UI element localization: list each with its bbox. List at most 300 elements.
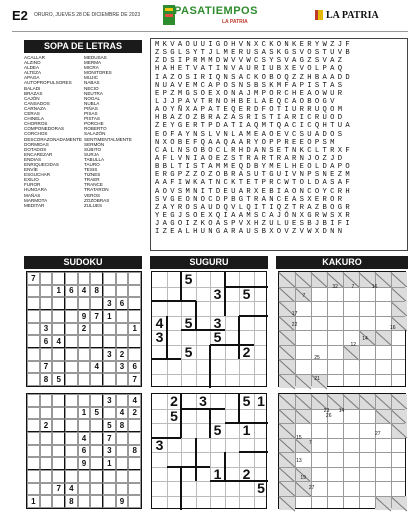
- region-wall: [238, 316, 240, 360]
- suguru-number[interactable]: 5: [184, 314, 193, 331]
- clue-number: 16: [371, 283, 378, 290]
- grid-line: [254, 272, 255, 386]
- word-item: SERMÓN: [84, 141, 105, 147]
- sudoku-cell[interactable]: 4: [90, 361, 103, 374]
- sudoku-cell[interactable]: [52, 445, 65, 458]
- clue-number: 12: [350, 341, 357, 348]
- clue-number: 26: [325, 413, 332, 420]
- sudoku-cell[interactable]: 1: [103, 457, 116, 470]
- sudoku-cell[interactable]: [90, 323, 103, 336]
- clue-number: 25: [314, 355, 320, 362]
- sudoku-cell[interactable]: 3: [116, 361, 129, 374]
- sudoku-cell[interactable]: [78, 419, 91, 432]
- word-item: BALADI: [24, 85, 41, 91]
- sudoku-cell[interactable]: [27, 348, 40, 361]
- page-date: ORURO, JUEVES 28 DE DICIEMBRE DE 2023: [34, 12, 141, 18]
- word-item: FUROR: [24, 182, 41, 188]
- region-wall: [167, 466, 211, 468]
- sudoku-cell[interactable]: 3: [103, 394, 116, 407]
- sudoku-cell[interactable]: [65, 407, 78, 420]
- grid-line: [359, 272, 360, 386]
- word-item: NEUTRA: [84, 90, 103, 96]
- sudoku-cell[interactable]: [128, 483, 141, 496]
- sudoku-cell[interactable]: [90, 348, 103, 361]
- word-item: BRAZAS: [24, 90, 43, 96]
- sudoku-grid-1[interactable]: [26, 271, 142, 387]
- sudoku-cell[interactable]: [27, 373, 40, 386]
- word-item: MAÑAS: [24, 192, 41, 198]
- sudoku-cell[interactable]: [116, 470, 129, 483]
- suguru-number[interactable]: 3: [213, 285, 222, 302]
- region-wall: [238, 394, 240, 423]
- word-item: ALTEZA: [24, 70, 42, 76]
- clue-number: 21: [314, 376, 320, 383]
- word-item: CORCHOS: [24, 131, 48, 137]
- sudoku-cell[interactable]: [52, 310, 65, 323]
- sudoku-cell[interactable]: [27, 285, 40, 298]
- sudoku-cell[interactable]: [116, 310, 129, 323]
- sudoku-cell[interactable]: [103, 407, 116, 420]
- sudoku-cell[interactable]: 4: [78, 432, 91, 445]
- sudoku-cell[interactable]: [90, 432, 103, 445]
- sudoku-cell[interactable]: [65, 323, 78, 336]
- sudoku-cell[interactable]: [65, 297, 78, 310]
- grid-line: [279, 467, 405, 468]
- sudoku-cell[interactable]: 5: [52, 373, 65, 386]
- region-wall: [224, 452, 226, 481]
- grid-line: [279, 452, 405, 453]
- suguru-number[interactable]: 1: [213, 465, 222, 482]
- region-wall: [180, 394, 182, 438]
- sudoku-cell[interactable]: [40, 483, 53, 496]
- sudoku-cell[interactable]: [116, 373, 129, 386]
- sudoku-cell[interactable]: [78, 394, 91, 407]
- sudoku-cell[interactable]: [27, 310, 40, 323]
- suguru-number[interactable]: 5: [242, 393, 251, 409]
- suguru-grid-1[interactable]: [151, 271, 267, 387]
- sudoku-cell[interactable]: [128, 348, 141, 361]
- sudoku-cell[interactable]: [65, 432, 78, 445]
- word-item: DOTADOS: [24, 146, 47, 152]
- word-item: NUBLA: [84, 100, 100, 106]
- sudoku-cell[interactable]: [78, 361, 91, 374]
- sudoku-cell[interactable]: [65, 419, 78, 432]
- word-list: [24, 55, 144, 208]
- grid-line: [343, 272, 344, 386]
- sudoku-cell[interactable]: [27, 297, 40, 310]
- sudoku-cell[interactable]: 2: [40, 419, 53, 432]
- sudoku-cell[interactable]: [65, 310, 78, 323]
- suguru-number[interactable]: 2: [170, 393, 178, 409]
- sudoku-cell[interactable]: [52, 323, 65, 336]
- word-item: APAGA: [24, 75, 40, 81]
- suguru-number[interactable]: 3: [155, 436, 164, 453]
- grid-line: [279, 316, 405, 317]
- sudoku-cell[interactable]: [52, 457, 65, 470]
- word-item: CHORROS: [24, 121, 48, 127]
- sudoku-cell[interactable]: [90, 272, 103, 285]
- letter-row: ZAYROSAUDQVLQITIQZTRAZBOGR: [155, 203, 353, 212]
- sudoku-cell[interactable]: 6: [128, 361, 141, 374]
- sudoku-cell[interactable]: [27, 457, 40, 470]
- letter-row: ZSGLSYTJLMERUSASKGSVOSTUVB: [155, 49, 353, 58]
- sudoku-cell[interactable]: [90, 470, 103, 483]
- word-item: ACALLAR: [24, 55, 45, 60]
- word-item: PISAS: [84, 111, 98, 117]
- logo-subtitle: LA PATRIA: [222, 19, 248, 25]
- sudoku-cell[interactable]: [52, 419, 65, 432]
- sudoku-cell[interactable]: [116, 457, 129, 470]
- sudoku-cell[interactable]: [90, 445, 103, 458]
- word-item: AUTOPROPULSORES: [24, 80, 72, 86]
- word-item: ROBERTO: [84, 126, 107, 132]
- suguru-number[interactable]: 5: [213, 329, 222, 345]
- region-wall: [195, 301, 197, 330]
- sudoku-cell[interactable]: [90, 297, 103, 310]
- sudoku-cell[interactable]: [65, 373, 78, 386]
- sudoku-cell[interactable]: [65, 394, 78, 407]
- letter-row: MKVAOUUIGOHVNXCKONKERYWZJF: [155, 41, 353, 49]
- clue-number: 32: [332, 283, 338, 290]
- sudoku-cell[interactable]: 3: [103, 348, 116, 361]
- letter-row: AAFIWKATNCKTETPRCWTOLDASAF: [155, 179, 353, 188]
- sudoku-cell[interactable]: 2: [116, 348, 129, 361]
- sudoku-cell[interactable]: [103, 495, 116, 508]
- sudoku-cell[interactable]: [128, 297, 141, 310]
- letter-row: AFLVNIAOEZSTRARTRARNJOZJD: [155, 154, 346, 163]
- sudoku-cell[interactable]: [52, 348, 65, 361]
- word-item: PISTAS: [84, 116, 100, 122]
- sudoku-cell[interactable]: 9: [78, 457, 91, 470]
- sudoku-cell[interactable]: [40, 457, 53, 470]
- sudoku-cell[interactable]: [40, 407, 53, 420]
- sudoku-cell[interactable]: [116, 335, 129, 348]
- sudoku-cell[interactable]: [90, 457, 103, 470]
- sudoku-cell[interactable]: [27, 419, 40, 432]
- sudoku-cell[interactable]: [116, 285, 129, 298]
- sudoku-cell[interactable]: [78, 272, 91, 285]
- sudoku-cell[interactable]: [128, 285, 141, 298]
- sudoku-cell[interactable]: [78, 348, 91, 361]
- sudoku-cell[interactable]: [40, 495, 53, 508]
- sudoku-cell[interactable]: 9: [116, 495, 129, 508]
- sudoku-cell[interactable]: [103, 483, 116, 496]
- sudoku-cell[interactable]: [40, 285, 53, 298]
- suguru-number[interactable]: 3: [155, 329, 164, 345]
- sudoku-cell[interactable]: [128, 470, 141, 483]
- sudoku-cell[interactable]: 7: [103, 432, 116, 445]
- suguru-number[interactable]: 5: [184, 343, 193, 360]
- letter-row: JAGOIZKOASPVXHZULUESBJBIFI: [155, 220, 353, 229]
- sudoku-cell[interactable]: [128, 432, 141, 445]
- sudoku-cell[interactable]: [65, 348, 78, 361]
- sudoku-cell[interactable]: 9: [78, 310, 91, 323]
- page-number: E2: [12, 8, 28, 23]
- word-item: DESCORAZONADAMENTE: [24, 136, 82, 142]
- sudoku-cell[interactable]: [65, 470, 78, 483]
- letter-row: IZEALHUNGARAUSBXOVZVWXDNN: [155, 228, 346, 237]
- sudoku-cell[interactable]: [90, 335, 103, 348]
- sudoku-cell[interactable]: [27, 483, 40, 496]
- sudoku-cell[interactable]: [40, 348, 53, 361]
- clue-number: 15: [296, 434, 302, 441]
- sudoku-cell[interactable]: [27, 323, 40, 336]
- sudoku-cell[interactable]: [40, 432, 53, 445]
- word-item: MICRA: [84, 65, 99, 71]
- sudoku-cell[interactable]: [27, 445, 40, 458]
- sudoku-cell[interactable]: [65, 445, 78, 458]
- sudoku-cell[interactable]: 4: [52, 335, 65, 348]
- suguru-number[interactable]: 3: [199, 393, 207, 409]
- letter-row: NXOBEFQAAQAARYOPPREEOPSM: [155, 138, 338, 147]
- sudoku-cell[interactable]: [90, 495, 103, 508]
- sudoku-cell[interactable]: 5: [103, 419, 116, 432]
- grid-line: [375, 394, 376, 508]
- kakuro-grid-1[interactable]: [278, 271, 406, 387]
- sudoku-cell[interactable]: 3: [103, 297, 116, 310]
- word-item: SÚBITO: [84, 146, 102, 152]
- suguru-number[interactable]: 1: [242, 422, 251, 438]
- region-wall: [180, 467, 182, 511]
- suguru-number[interactable]: 3: [213, 314, 222, 331]
- word-item: ENVÍE: [24, 167, 38, 173]
- sudoku-cell[interactable]: 2: [128, 407, 141, 420]
- sudoku-cell[interactable]: [116, 483, 129, 496]
- suguru-number[interactable]: 5: [242, 285, 251, 302]
- sudoku-cell[interactable]: [90, 373, 103, 386]
- grid-line: [327, 272, 328, 386]
- suguru-number[interactable]: 5: [213, 422, 222, 438]
- sudoku-cell[interactable]: [103, 470, 116, 483]
- sudoku-cell[interactable]: [27, 407, 40, 420]
- word-item: MERMA: [84, 60, 102, 66]
- sudoku-cell[interactable]: [128, 310, 141, 323]
- word-item: PIÑAS: [84, 105, 98, 111]
- sudoku-cell[interactable]: [27, 470, 40, 483]
- sudoku-cell[interactable]: [128, 272, 141, 285]
- grid-line: [279, 345, 405, 346]
- sudoku-cell[interactable]: 7: [90, 310, 103, 323]
- sudoku-cell[interactable]: [103, 373, 116, 386]
- sudoku-cell[interactable]: [52, 361, 65, 374]
- sudoku-cell[interactable]: [116, 272, 129, 285]
- sudoku-cell[interactable]: [128, 495, 141, 508]
- region-wall: [152, 300, 196, 302]
- clue-number: 14: [338, 407, 345, 414]
- word-item: HUNGARA: [24, 187, 47, 193]
- sudoku-cell[interactable]: [78, 470, 91, 483]
- region-wall: [239, 315, 268, 317]
- region-wall: [152, 358, 181, 360]
- sudoku-cell[interactable]: [103, 272, 116, 285]
- word-item: ALZINO: [24, 60, 41, 66]
- sudoku-cell[interactable]: [78, 335, 91, 348]
- clue-number: 7: [308, 440, 312, 447]
- sudoku-cell[interactable]: [103, 361, 116, 374]
- region-wall: [209, 409, 211, 438]
- word-item: CAJÓN: [24, 95, 40, 101]
- letter-row: SVGEONOCDPBGTRANCEASXEROR: [155, 195, 346, 204]
- sudoku-cell[interactable]: 7: [40, 361, 53, 374]
- grid-line: [359, 394, 360, 508]
- clue-number: 7: [351, 283, 355, 290]
- word-item: NOGAL: [84, 95, 101, 101]
- letter-row: AOYÑXAPATEQERDFOTIURRUQOM: [155, 106, 346, 115]
- sudoku-cell[interactable]: [27, 394, 40, 407]
- sudoku-cell[interactable]: 5: [90, 407, 103, 420]
- sudoku-cell[interactable]: [116, 394, 129, 407]
- word-item: MONITORES: [84, 70, 112, 76]
- grid-line: [311, 272, 312, 386]
- letter-row: ZDSIPRMMDWVVWCSYSVAGZSVAZ: [155, 57, 346, 66]
- sudoku-cell[interactable]: 7: [27, 272, 40, 285]
- word-item: EXILIO: [24, 177, 39, 183]
- sudoku-cell[interactable]: 3: [103, 445, 116, 458]
- sudoku-cell[interactable]: [52, 407, 65, 420]
- sudoku-cell[interactable]: [40, 445, 53, 458]
- sudoku-cell[interactable]: 8: [40, 373, 53, 386]
- sudoku-cell[interactable]: [78, 373, 91, 386]
- sudoku-cell[interactable]: 8: [90, 285, 103, 298]
- sudoku-cell[interactable]: 6: [40, 335, 53, 348]
- word-item: CANSADOS: [24, 100, 50, 106]
- suguru-number[interactable]: 5: [170, 407, 178, 424]
- suguru-number[interactable]: 5: [257, 480, 265, 496]
- word-item: MUJIC: [84, 75, 99, 81]
- sudoku-cell[interactable]: [128, 457, 141, 470]
- sudoku-cell[interactable]: 1: [128, 323, 141, 336]
- sudoku-cell[interactable]: 4: [116, 407, 129, 420]
- suguru-number[interactable]: 2: [242, 343, 251, 360]
- sudoku-cell[interactable]: [128, 335, 141, 348]
- region-wall: [195, 438, 197, 482]
- suguru-number[interactable]: 1: [257, 393, 265, 409]
- sudoku-cell[interactable]: [65, 272, 78, 285]
- sudoku-cell[interactable]: [52, 297, 65, 310]
- sudoku-cell[interactable]: 4: [65, 483, 78, 496]
- sudoku-cell[interactable]: [103, 335, 116, 348]
- sudoku-cell[interactable]: 1: [52, 285, 65, 298]
- sudoku-cell[interactable]: [78, 495, 91, 508]
- grid-line: [279, 481, 405, 482]
- suguru-number[interactable]: 5: [184, 271, 193, 287]
- letter-grid: [150, 38, 408, 251]
- sudoku-cell[interactable]: 6: [65, 285, 78, 298]
- word-item: VEROS: [84, 192, 101, 198]
- letter-row: ZEYGERTPDATIAQMTQACICQHTUA: [155, 122, 353, 131]
- suguru-grid-2[interactable]: [151, 393, 267, 509]
- sudoku-cell[interactable]: 1: [78, 407, 91, 420]
- kakuro-grid-2[interactable]: [278, 393, 406, 509]
- sudoku-cell[interactable]: 8: [65, 495, 78, 508]
- sudoku-cell[interactable]: [27, 361, 40, 374]
- word-item: SALAZÓN: [84, 131, 106, 137]
- sudoku-cell[interactable]: 7: [52, 483, 65, 496]
- letter-row: HAHETVATINVAURIUBXEVOLPAQ: [155, 65, 346, 74]
- sudoku-cell[interactable]: 1: [103, 310, 116, 323]
- sudoku-cell[interactable]: [52, 394, 65, 407]
- word-item: ENCAREZAR: [24, 151, 53, 157]
- sudoku-cell[interactable]: [78, 297, 91, 310]
- sudoku-cell[interactable]: [90, 394, 103, 407]
- sudoku-cell[interactable]: [40, 394, 53, 407]
- kakuro-title: KAKURO: [276, 256, 408, 269]
- sudoku-cell[interactable]: [78, 483, 91, 496]
- sudoku-cell[interactable]: [65, 457, 78, 470]
- sudoku-cell[interactable]: [90, 419, 103, 432]
- sudoku-cell[interactable]: [90, 483, 103, 496]
- sudoku-cell[interactable]: [103, 323, 116, 336]
- sudoku-cell[interactable]: 3: [40, 323, 53, 336]
- grid-line: [279, 301, 405, 302]
- suguru-number[interactable]: 2: [242, 465, 251, 482]
- sudoku-cell[interactable]: [65, 335, 78, 348]
- sudoku-cell[interactable]: [52, 272, 65, 285]
- sudoku-cell[interactable]: [27, 432, 40, 445]
- sudoku-cell[interactable]: 7: [128, 373, 141, 386]
- sudoku-cell[interactable]: [40, 310, 53, 323]
- grid-line: [279, 496, 405, 497]
- word-item: DORMIDAS: [24, 141, 49, 147]
- sudoku-cell[interactable]: [40, 297, 53, 310]
- sudoku-cell[interactable]: [40, 272, 53, 285]
- sudoku-cell[interactable]: [128, 419, 141, 432]
- sudoku-cell[interactable]: [40, 470, 53, 483]
- letter-row: HBAZOZBRAZASRISTIARICRUOD: [155, 114, 346, 123]
- sudoku-cell[interactable]: [52, 470, 65, 483]
- letter-row: AOVSMNITDEUARXEBIAONCOYCRH: [155, 187, 353, 196]
- sudoku-cell[interactable]: [116, 323, 129, 336]
- sudoku-cell[interactable]: [103, 285, 116, 298]
- sudoku-cell[interactable]: 4: [78, 285, 91, 298]
- word-item: SENTIMENTALMENTE: [84, 136, 132, 142]
- grid-line: [295, 272, 296, 386]
- word-item: TRAER: [84, 177, 100, 183]
- grid-line: [167, 394, 168, 508]
- word-item: NECIO: [84, 85, 99, 91]
- brand-name: LA PATRIA: [326, 10, 379, 21]
- sopa-title: SOPA DE LETRAS: [24, 40, 142, 53]
- word-item: ALDEA: [24, 65, 40, 71]
- brand-flag-icon: [314, 9, 324, 21]
- sudoku-cell[interactable]: [116, 432, 129, 445]
- sudoku-cell[interactable]: 4: [128, 394, 141, 407]
- grid-line: [279, 359, 405, 360]
- word-item: MEDITAR: [24, 202, 45, 208]
- sudoku-cell[interactable]: 8: [116, 419, 129, 432]
- clue-number: 17: [291, 310, 298, 317]
- sudoku-cell[interactable]: [27, 335, 40, 348]
- sudoku-cell[interactable]: [52, 495, 65, 508]
- region-wall: [224, 272, 226, 316]
- sudoku-cell[interactable]: 6: [116, 297, 129, 310]
- grid-line: [279, 374, 405, 375]
- sudoku-cell[interactable]: [116, 445, 129, 458]
- suguru-title: SUGURU: [150, 256, 268, 269]
- word-item: TESIS: [84, 167, 98, 173]
- sudoku-cell[interactable]: 6: [78, 445, 91, 458]
- sudoku-grid-2[interactable]: [26, 393, 142, 509]
- sudoku-cell[interactable]: 1: [27, 495, 40, 508]
- grid-line: [295, 394, 296, 508]
- sudoku-cell[interactable]: [65, 361, 78, 374]
- sudoku-cell[interactable]: [52, 432, 65, 445]
- sudoku-cell[interactable]: 8: [128, 445, 141, 458]
- word-item: TIZNES: [84, 172, 101, 178]
- sudoku-cell[interactable]: 2: [78, 323, 91, 336]
- suguru-number[interactable]: 4: [155, 314, 164, 331]
- clue-number: 23: [323, 407, 330, 414]
